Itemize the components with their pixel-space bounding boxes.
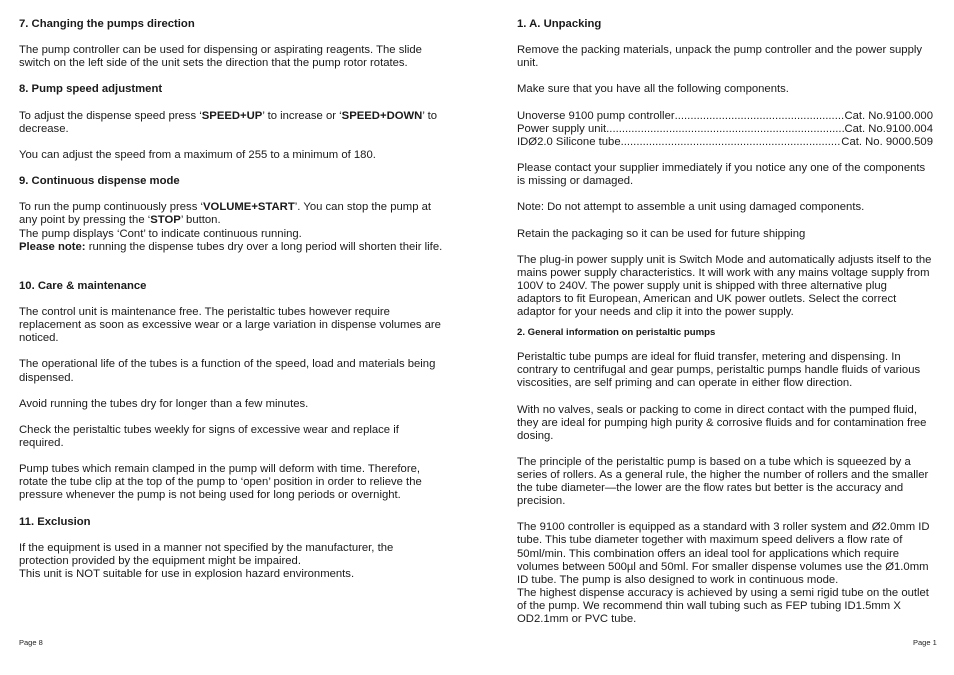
- section-8-text: To adjust the dispense speed press ‘SPEED+UP’ to increase or ‘SPEED+DOWN’ to decrease.: [19, 109, 437, 135]
- section-8-title: 8. Pump speed adjustment: [19, 83, 163, 96]
- section-2-text-4: The 9100 controller is equipped as a standard with 3 roller system and Ø2.0mm ID tube. This tube diameter together with maximum speed delivers a flow rate of 50ml/min. This combination offers an ideal tool for applications which require volumes between 500µl and 50ml. For smaller dispense volumes use the Ø1.0mm ID tube. The pump is also designed to work in continuous mode.: [517, 521, 930, 586]
- section-1-text-3: Please contact your supplier immediately if you notice any one of the components is missing or damaged.: [517, 162, 926, 188]
- section-1-note: Note: Do not attempt to assemble a unit using damaged components.: [517, 201, 865, 214]
- section-2-text-1: Peristaltic tube pumps are ideal for fluid transfer, metering and dispensing. In contrary to centrifugal and gear pumps, peristaltic pumps handle fluids of various viscosities, are self priming and can operate in either flow direction.: [517, 351, 921, 390]
- section-2-text-5: The highest dispense accuracy is achieved by using a semi rigid tube on the outlet of the pump. We recommend thin wall tubing such as FEP tubing ID1.5mm X OD2.1mm or PVC tube.: [517, 586, 929, 626]
- components-list: [517, 110, 933, 149]
- section-7-text: The pump controller can be used for dispensing or aspirating reagents. The slide switch on the left side of the unit sets the direction that the pump rotor rotates.: [19, 44, 422, 70]
- section-1-text-2: Make sure that you have all the following components.: [517, 83, 789, 96]
- section-10-title: 10. Care & maintenance: [19, 279, 147, 292]
- speed-down-key: SPEED+DOWN: [341, 109, 423, 122]
- volume-start-key: VOLUME+START: [203, 201, 295, 214]
- section-1-text-6: The plug-in power supply unit is Switch Mode and automatically adjusts itself to the mains power supply characteristics. It will work with any mains voltage supply from 100V to 240V. The power supply unit is shipped with three alternative plug adaptors to fit European, American and UK power outlets. Select the correct adaptor for your needs and clip it into the power supply.: [517, 253, 932, 319]
- section-1-text-1: Remove the packing materials, unpack the pump controller and the power supply unit.: [517, 44, 923, 70]
- section-7-title: 7. Changing the pumps direction: [19, 18, 195, 30]
- section-11-text-2: This unit is NOT suitable for use in explosion hazard environments.: [19, 567, 355, 580]
- page-number-right: Page 1: [913, 638, 937, 647]
- component-row: IDØ2.0 Silicone tube ..... Cat. No. 9000.509: [517, 136, 933, 149]
- section-2-title: 2. General information on peristaltic pumps: [517, 327, 716, 339]
- section-11-text-1: If the equipment is used in a manner not specified by the manufacturer, the protection provided by the equipment might be impaired.: [19, 541, 394, 567]
- speed-up-key: SPEED+UP: [201, 109, 263, 122]
- section-10-text-2: The operational life of the tubes is a function of the speed, load and materials being dispensed.: [19, 358, 436, 384]
- component-row: Power supply unit ..... Cat. No.9100.004: [517, 123, 933, 136]
- section-10-text-3: Avoid running the tubes dry for longer than a few minutes.: [19, 397, 309, 410]
- section-8-range: You can adjust the speed from a maximum of 255 to a minimum of 180.: [19, 148, 376, 161]
- section-9-display: The pump displays ‘Cont’ to indicate continuous running.: [19, 227, 302, 240]
- section-9-note: Please note: running the dispense tubes dry over a long period will shorten their life.: [19, 240, 443, 253]
- section-9-title: 9. Continuous dispense mode: [19, 175, 180, 188]
- component-row: Unoverse 9100 pump controller ..... Cat. No.9100.000: [517, 110, 933, 123]
- section-10-text-4: Check the peristaltic tubes weekly for signs of excessive wear and replace if required.: [19, 423, 399, 449]
- section-10-text-5: Pump tubes which remain clamped in the pump will deform with time. Therefore, rotate the tube clip at the top of the pump to ‘open’ position in order to relieve the pressure whenever the pump is not being used for long periods or overnight.: [19, 463, 422, 502]
- page-number-left: Page 8: [19, 638, 43, 647]
- section-11-title: 11. Exclusion: [19, 515, 91, 528]
- section-2-text-2: With no valves, seals or packing to come in direct contact with the pumped fluid, they are ideal for pumping high purity & corrosive fluids and for contamination free dosing.: [517, 403, 927, 442]
- right-page: [517, 18, 933, 626]
- section-9-text: To run the pump continuously press ‘VOLUME+START’. You can stop the pump at any point by pressing the ‘STOP’ button.: [19, 201, 432, 227]
- section-1-text-5: Retain the packaging so it can be used for future shipping: [517, 227, 806, 240]
- stop-key: STOP: [150, 214, 181, 227]
- left-page: [19, 18, 444, 581]
- section-10-text-1: The control unit is maintenance free. The peristaltic tubes however require replacement as soon as excessive wear or a large variation in dispense volumes are noticed.: [19, 306, 441, 345]
- section-1-title: 1. A. Unpacking: [517, 18, 602, 30]
- section-2-text-3: The principle of the peristaltic pump is based on a tube which is squeezed by a series of rollers. As a general rule, the higher the number of rollers and the smaller the tube diameter—the lower are the flow rates but better is the accuracy and precision.: [517, 455, 929, 508]
